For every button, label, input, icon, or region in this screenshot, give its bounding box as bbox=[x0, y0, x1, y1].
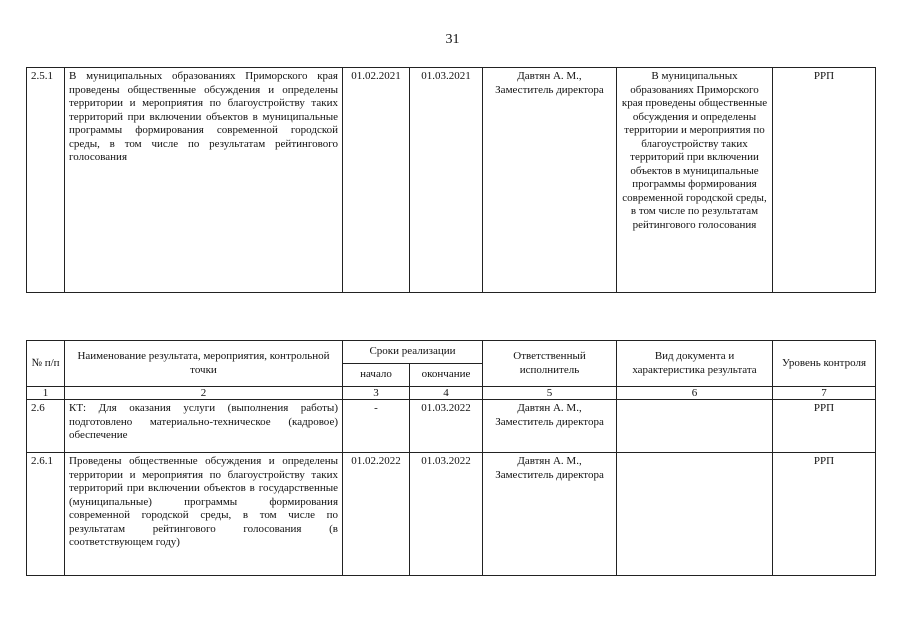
table-row bbox=[27, 68, 876, 293]
start-date: - bbox=[343, 400, 410, 453]
header-start: начало bbox=[343, 364, 410, 387]
header-row bbox=[27, 341, 876, 364]
column-number: 2 bbox=[65, 387, 343, 400]
table-row bbox=[27, 453, 876, 576]
document-description bbox=[617, 453, 773, 576]
column-number: 4 bbox=[410, 387, 483, 400]
responsible-person: Давтян А. М., Заместитель директора bbox=[483, 400, 617, 453]
header-name: Наименование результата, мероприятия, контрольной точки bbox=[65, 341, 343, 387]
column-number: 5 bbox=[483, 387, 617, 400]
activity-name: КТ: Для оказания услуги (выполнения работы) подготовлено материально-техническое (кадровое) обеспечение bbox=[65, 400, 343, 453]
row-number: 2.6 bbox=[27, 400, 65, 453]
control-level: РРП bbox=[773, 453, 876, 576]
column-number: 6 bbox=[617, 387, 773, 400]
column-number: 7 bbox=[773, 387, 876, 400]
activity-name: Проведены общественные обсуждения и определены территории и мероприятия по благоустройству таких территорий при включении объектов в государственные (муниципальные) программы формирования современной городской среды, в том числе по результатам рейтингового голосования (в соответствующем году) bbox=[65, 453, 343, 576]
control-level: РРП bbox=[773, 68, 876, 293]
responsible-person: Давтян А. М., Заместитель директора bbox=[483, 453, 617, 576]
document-description: В муниципальных образованиях Приморского края проведены общественные обсуждения и определены территории и мероприятия по благоустройству таких территорий при включении объектов в муниципальные программы формирования современной городской среды, в том числе по результатам рейтингового голосования bbox=[617, 68, 773, 293]
header-terms: Сроки реализации bbox=[343, 341, 483, 364]
column-number: 3 bbox=[343, 387, 410, 400]
table-row bbox=[27, 400, 876, 453]
end-date: 01.03.2021 bbox=[410, 68, 483, 293]
control-level: РРП bbox=[773, 400, 876, 453]
row-number: 2.5.1 bbox=[27, 68, 65, 293]
header-end: окончание bbox=[410, 364, 483, 387]
end-date: 01.03.2022 bbox=[410, 453, 483, 576]
page-number: 31 bbox=[445, 32, 460, 47]
header-num: № п/п bbox=[27, 341, 65, 387]
column-numbers-row bbox=[27, 387, 876, 400]
end-date: 01.03.2022 bbox=[410, 400, 483, 453]
header-control: Уровень контроля bbox=[773, 341, 876, 387]
activity-name: В муниципальных образованиях Приморского края проведены общественные обсуждения и определены территории и мероприятия по благоустройству таких территорий при включении объектов в муниципальные программы формирования современной городской среды, в том числе по результатам рейтингового голосования bbox=[65, 68, 343, 293]
header-responsible: Ответственный исполнитель bbox=[483, 341, 617, 387]
document-description bbox=[617, 400, 773, 453]
responsible-person: Давтян А. М., Заместитель директора bbox=[483, 68, 617, 293]
header-document: Вид документа и характеристика результата bbox=[617, 341, 773, 387]
start-date: 01.02.2021 bbox=[343, 68, 410, 293]
start-date: 01.02.2022 bbox=[343, 453, 410, 576]
activity-table bbox=[26, 340, 876, 576]
row-number: 2.6.1 bbox=[27, 453, 65, 576]
column-number: 1 bbox=[27, 387, 65, 400]
activity-table-continued bbox=[26, 67, 876, 293]
